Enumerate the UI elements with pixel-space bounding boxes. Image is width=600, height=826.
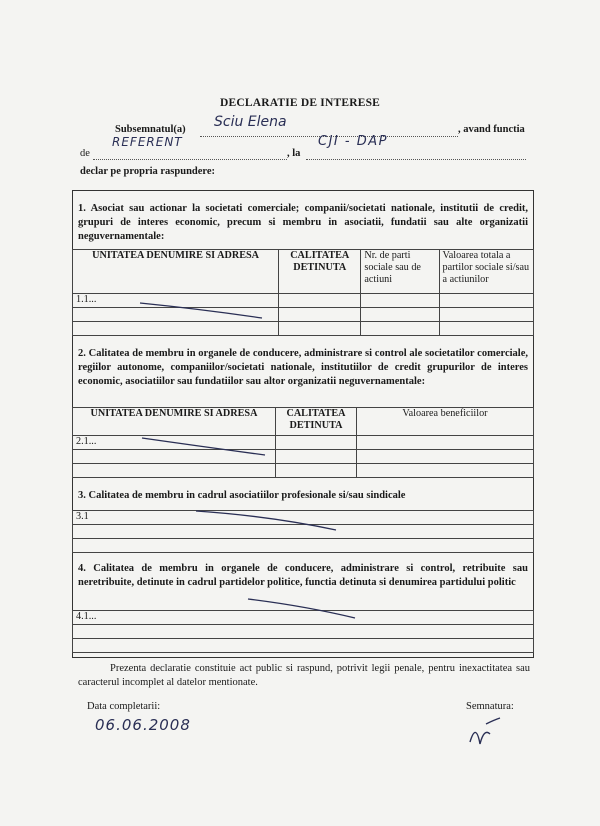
- s4-row-label: 4.1...: [73, 611, 534, 625]
- signature-mark: [470, 718, 500, 744]
- s2-col-unit: UNITATEA DENUMIRE SI ADRESA: [73, 408, 276, 436]
- s1-col-shares: Nr. de parti sociale sau de actiuni: [361, 250, 439, 294]
- s1-row-label: 1.1...: [73, 294, 279, 308]
- footer-statement: Prezenta declaratie constituie act public si raspund, potrivit legii penale, pentru inexactitatea sau caracterul incomplet al datelor mentionate.: [78, 663, 530, 688]
- de-label: de: [80, 148, 90, 159]
- date-handwriting: 06.06.2008: [95, 716, 191, 734]
- function-handwriting: REFERENT: [112, 135, 183, 149]
- section2-text: 2. Calitatea de membru in organele de conducere, administrare si control ale societatilor comerciale, regiilor autonome, companiilor/societati nationale, institutiilor de credit grupurilor de interes economic, asociatiilor sau fundatiilor sau altor organizatii neguvernamentale:: [78, 348, 528, 388]
- s1-strike-line: [140, 303, 262, 318]
- section1-text: 1. Asociat sau actionar la societati comerciale; companii/societati nationale, institutii de credit, grupuri de interes economic, precum si membru in asociatii, fundatii sau alte organizatii neguvernamentale:: [78, 203, 528, 243]
- s2-row-label: 2.1...: [73, 436, 276, 450]
- undersigned-label: Subsemnatul(a): [115, 124, 186, 135]
- declare-text: declar pe propria raspundere:: [80, 166, 216, 177]
- s2-col-quality: CALITATEA DETINUTA: [276, 408, 357, 436]
- s3-row-label: 3.1: [73, 511, 534, 525]
- s1-col-value: Valoarea totala a partilor sociale si/sau a actiunilor: [439, 250, 533, 294]
- signature-label: Semnatura:: [466, 701, 514, 712]
- section3-text: 3. Calitatea de membru in cadrul asociatiilor profesionale si/sau sindicale: [78, 490, 406, 501]
- section4-text: 4. Calitatea de membru in organele de conducere, administrare si control, retribuite sau neretribuite, detinute in cadrul partidelor politice, functia detinuta si denumirea partidului politic: [78, 563, 528, 589]
- undersigned-handwriting: Sciu Elena: [214, 114, 287, 130]
- s4-strike-line: [248, 599, 355, 618]
- document-title: DECLARATIE DE INTERESE: [219, 97, 381, 109]
- institution-handwriting: CJI - DAP: [318, 134, 388, 149]
- s1-col-unit: UNITATEA DENUMIRE SI ADRESA: [73, 250, 279, 294]
- la-label: , la: [287, 148, 301, 159]
- date-label: Data completarii:: [87, 701, 161, 712]
- function-label: , avand functia: [458, 124, 525, 135]
- s3-strike-line: [196, 511, 336, 530]
- s2-col-benefits: Valoarea beneficiilor: [357, 408, 534, 436]
- s2-strike-line: [142, 438, 265, 455]
- s1-col-quality: CALITATEA DETINUTA: [279, 250, 361, 294]
